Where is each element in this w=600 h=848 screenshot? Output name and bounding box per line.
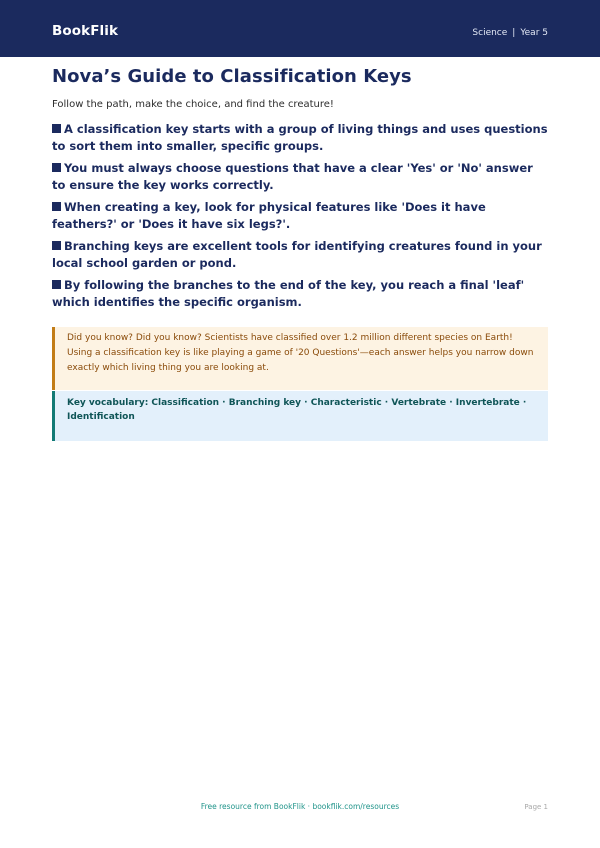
key-point (52, 160, 548, 194)
page-subtitle: Follow the path, make the choice, and find the creature! (52, 99, 334, 110)
footer-credit (0, 802, 600, 811)
square-bullet-icon (52, 202, 61, 211)
square-bullet-icon (52, 280, 61, 289)
key-point-text: A classification key starts with a group of living things and uses questions to sort them into smaller, specific groups. (52, 122, 548, 153)
subject-breadcrumb (472, 28, 548, 38)
did-you-know-text: Did you know? Did you know? Scientists have classified over 1.2 million different species on Earth! Using a classification key is like playing a game of '20 Questions'—each answer helps you narrow down exactly which living thing you are looking at. (67, 333, 534, 373)
square-bullet-icon (52, 124, 61, 133)
page-number: Page 1 (524, 803, 548, 811)
page-title: Nova’s Guide to Classification Keys (52, 66, 412, 87)
footer-credit-link[interactable]: Free resource from BookFlik · bookflik.com/resources (200, 802, 400, 811)
key-point-text: When creating a key, look for physical features like 'Does it have feathers?' or 'Does it have six legs?'. (52, 200, 486, 231)
key-point (52, 277, 548, 311)
header-bar (0, 0, 600, 57)
key-point (52, 238, 548, 272)
square-bullet-icon (52, 241, 61, 250)
key-vocabulary-text: Key vocabulary: Classification · Branching key · Characteristic · Vertebrate · Invertebrate · Identification (67, 398, 527, 422)
square-bullet-icon (52, 163, 61, 172)
subject-label: Science (472, 28, 508, 38)
did-you-know-box (52, 327, 548, 390)
key-point-text: You must always choose questions that have a clear 'Yes' or 'No' answer to ensure the key works correctly. (52, 161, 533, 192)
key-point (52, 121, 548, 155)
breadcrumb-separator: | (512, 28, 516, 38)
key-vocabulary-box (52, 391, 548, 441)
key-points-list (52, 121, 548, 316)
key-point (52, 199, 548, 233)
key-point-text: Branching keys are excellent tools for identifying creatures found in your local school garden or pond. (52, 239, 542, 270)
brand-logo-text[interactable]: BookFlik (52, 23, 119, 39)
key-point-text: By following the branches to the end of the key, you reach a final 'leaf' which identifies the specific organism. (52, 278, 525, 309)
year-label: Year 5 (520, 28, 548, 38)
